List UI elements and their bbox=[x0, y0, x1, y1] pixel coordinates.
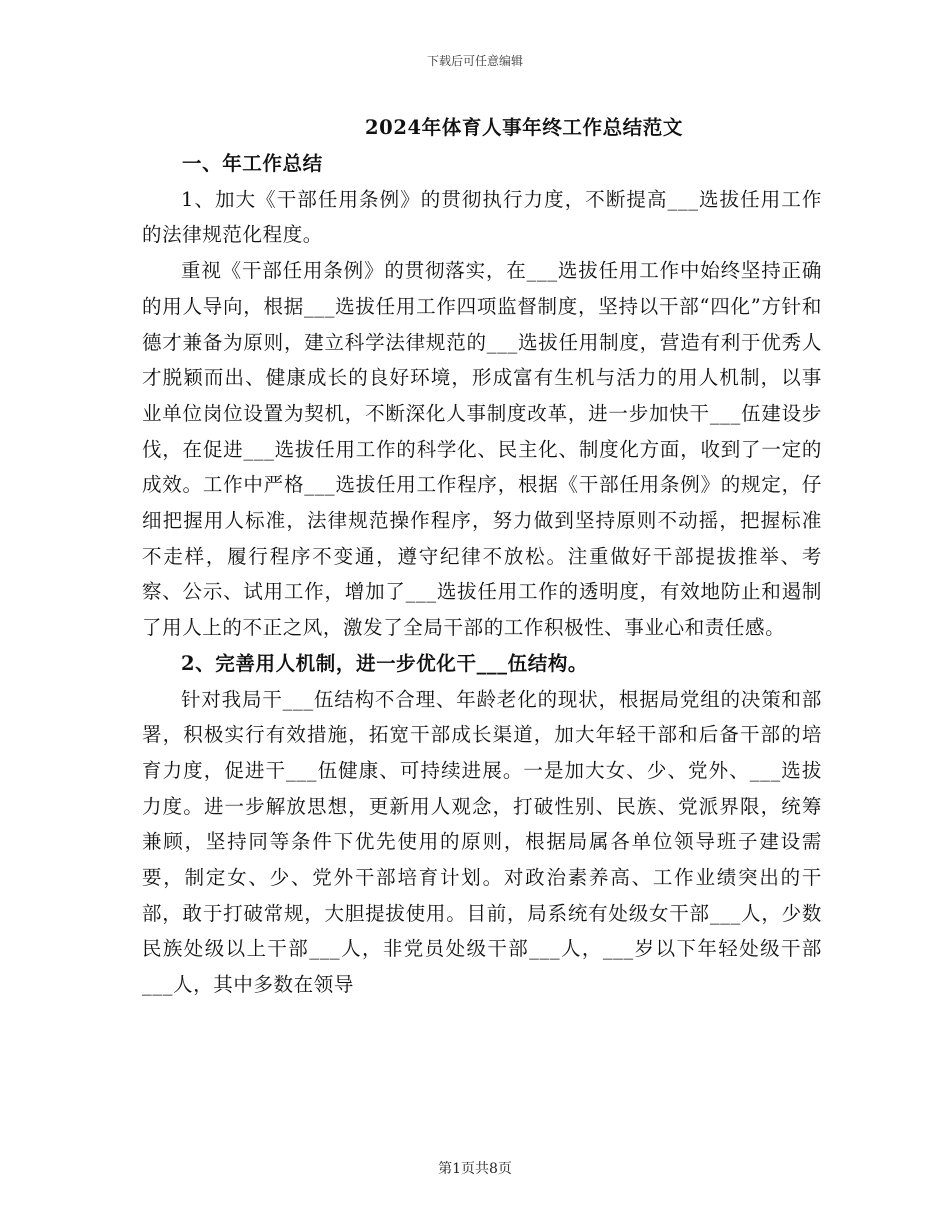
paragraph: 针对我局干___伍结构不合理、年龄老化的现状，根据局党组的决策和部署，积极实行有效措施，拓宽干部成长渠道，加大年轻干部和后备干部的培育力度，促进干___伍健康、可持续进展。一是加大女、少、党外、___选拔力度。进一步解放思想，更新用人观念，打破性别、民族、党派界限，统筹兼顾，坚持同等条件下优先使用的原则，根据局属各单位领导班子建设需要，制定女、少、党外干部培育计划。对政治素养高、工作业绩突出的干部，敢于打破常规，大胆提拔使用。目前，局系统有处级女干部___人，少数民族处级以上干部___人，非党员处级干部___人，___岁以下年轻处级干部___人，其中多数在领导 bbox=[142, 687, 822, 997]
document-body bbox=[142, 110, 822, 1003]
subsection-heading: 2、完善用人机制，进一步优化干___伍结构。 bbox=[181, 651, 589, 675]
document-title: 2024年体育人事年终工作总结范文 bbox=[365, 116, 683, 139]
list-item: 1、加大《干部任用条例》的贯彻执行力度，不断提高___选拔任用工作的法律规范化程度。 bbox=[142, 187, 822, 247]
page-footer: 第1页共8页 bbox=[438, 1161, 512, 1177]
page-header-note: 下载后可任意编辑 bbox=[426, 54, 523, 68]
section-heading: 一、年工作总结 bbox=[182, 152, 323, 175]
paragraph: 重视《干部任用条例》的贯彻落实，在___选拔任用工作中始终坚持正确的用人导向，根据___选拔任用工作四项监督制度，坚持以干部“四化”方针和德才兼备为原则，建立科学法律规范的___选拔任用制度，营造有利于优秀人才脱颖而出、健康成长的良好环境，形成富有生机与活力的用人机制，以事业单位岗位设置为契机，不断深化人事制度改革，进一步加快干___伍建设步伐，在促进___选拔任用工作的科学化、民主化、制度化方面，收到了一定的成效。工作中严格___选拔任用工作程序，根据《干部任用条例》的规定，仔细把握用人标准，法律规范操作程序，努力做到坚持原则不动摇，把握标准不走样，履行程序不变通，遵守纪律不放松。注重做好干部提拔推举、考察、公示、试用工作，增加了___选拔任用工作的透明度，有效地防止和遏制了用人上的不正之风，激发了全局干部的工作积极性、事业心和责任感。 bbox=[142, 259, 822, 640]
